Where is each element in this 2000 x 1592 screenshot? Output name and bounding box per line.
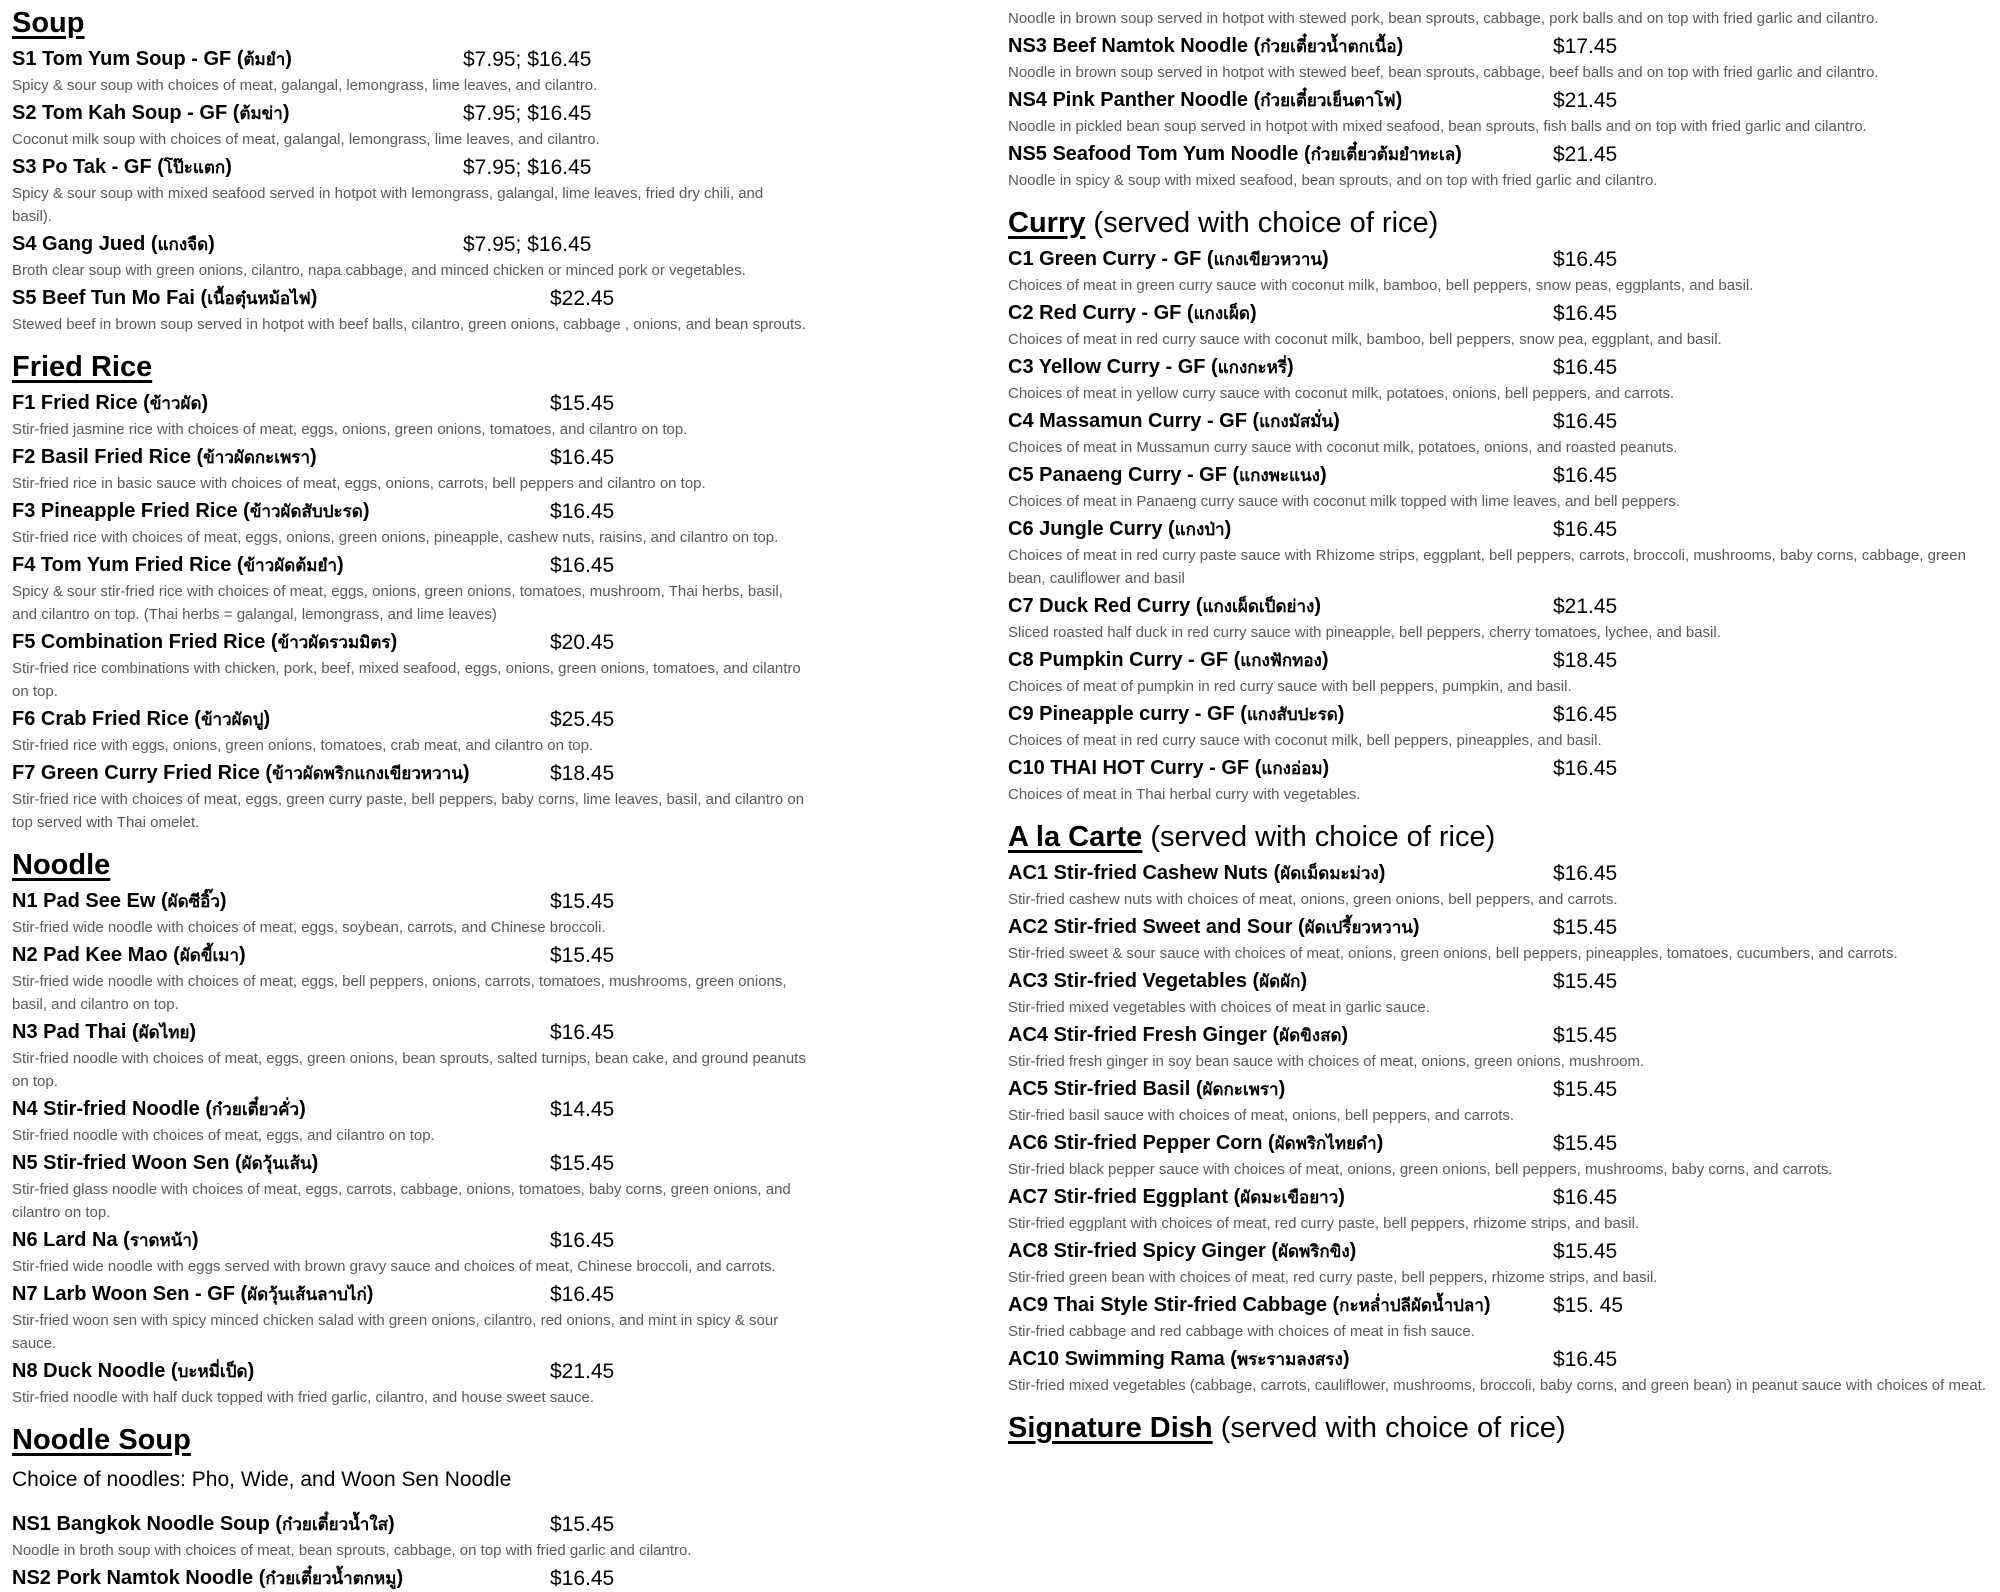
- menu-item-name: AC8 Stir-fried Spicy Ginger (ผัดพริกขิง): [1008, 1240, 1357, 1262]
- menu-item-thai-name: ผัดขี้เมา: [179, 946, 240, 965]
- menu-item-thai-name: ผัดผัก: [1259, 972, 1301, 991]
- menu-item-name: S3 Po Tak - GF (โป๊ะแตก): [12, 156, 232, 178]
- menu-item-price: $18.45: [550, 762, 615, 785]
- menu-item-price: $15.45: [1553, 1024, 1618, 1047]
- menu-item-description: Choices of meat in Thai herbal curry with vegetables.: [1008, 786, 1361, 803]
- menu-item-thai-name: ก๋วยเตี๋ยวเย็นตาโฟ: [1260, 91, 1396, 110]
- menu-item-N4: [12, 1096, 807, 1123]
- menu-item-name: AC1 Stir-fried Cashew Nuts (ผัดเม็ดมะม่วง): [1008, 862, 1386, 884]
- menu-item-price: $15.45: [1553, 916, 1618, 939]
- menu-item-thai-name: ก๋วยเตี๋ยวน้ำใส: [282, 1515, 389, 1534]
- menu-item-thai-name: ก๋วยเตี๋ยวน้ำตกเนื้อ: [1260, 37, 1397, 56]
- menu-item-price: $16.45: [1553, 862, 1618, 885]
- menu-item-thai-name: ผัดมะเขือยาว: [1240, 1188, 1339, 1207]
- menu-item-price: $16.45: [550, 500, 615, 523]
- menu-item-C5: [1008, 462, 1998, 489]
- menu-item-description: Stewed beef in brown soup served in hotpot with beef balls, cilantro, green onions, cabbage , onions, and bean sprouts.: [12, 316, 806, 333]
- menu-item-description: Noodle in pickled bean soup served in hotpot with mixed seafood, bean sprouts, fish balls and on top with fried garlic and cilantro.: [1008, 118, 1867, 135]
- menu-item-AC2: [1008, 914, 1998, 941]
- menu-column-left: [12, 6, 807, 1590]
- menu-item-description: Spicy & sour soup with choices of meat, galangal, lemongrass, lime leaves, and cilantro.: [12, 77, 598, 94]
- menu-item-description: Stir-fried jasmine rice with choices of meat, eggs, onions, green onions, tomatoes, and cilantro on top.: [12, 421, 688, 438]
- menu-item-thai-name: ผัดไทย: [138, 1023, 190, 1042]
- menu-item-price: $16.45: [1553, 464, 1618, 487]
- menu-item-description: Choices of meat in Mussamun curry sauce with coconut milk, potatoes, onions, and roasted peanuts.: [1008, 439, 1678, 456]
- menu-item-price: $22.45: [550, 287, 615, 310]
- menu-item-thai-name: บะหมี่เป็ด: [177, 1362, 248, 1381]
- menu-item-description: Stir-fried wide noodle with choices of meat, eggs, bell peppers, onions, carrots, tomatoes, mushrooms, green onions, basil, and cilantro on top.: [12, 973, 787, 1013]
- menu-item-price: $25.45: [550, 708, 615, 731]
- menu-item-name: N7 Larb Woon Sen - GF (ผัดวุ้นเส้นลาบไก่): [12, 1283, 374, 1305]
- menu-item-name: AC6 Stir-fried Pepper Corn (ผัดพริกไทยดำ): [1008, 1132, 1384, 1154]
- menu-item-name: C6 Jungle Curry (แกงป่า): [1008, 518, 1232, 540]
- menu-item-thai-name: ข้าวผัดต้มยำ: [243, 556, 338, 575]
- menu-item-description: Choices of meat in yellow curry sauce with coconut milk, potatoes, onions, bell peppers, and carrots.: [1008, 385, 1675, 402]
- menu-item-name: AC10 Swimming Rama (พระรามลงสรง): [1008, 1348, 1350, 1370]
- menu-item-name: NS5 Seafood Tom Yum Noodle (ก๋วยเตี๋ยวต้มยำทะเล): [1008, 143, 1462, 165]
- menu-item-F1: [12, 390, 807, 417]
- menu-item-name: F4 Tom Yum Fried Rice (ข้าวผัดต้มยำ): [12, 554, 344, 576]
- menu-item-thai-name: แกงอ่อม: [1261, 759, 1323, 778]
- menu-item-price: $21.45: [1553, 595, 1618, 618]
- menu-item-AC10: [1008, 1346, 1998, 1373]
- menu-item-name: F3 Pineapple Fried Rice (ข้าวผัดสับปะรด): [12, 500, 370, 522]
- menu-item-price: $16.45: [1553, 410, 1618, 433]
- menu-item-name: N8 Duck Noodle (บะหมี่เป็ด): [12, 1360, 255, 1382]
- menu-item-name: AC7 Stir-fried Eggplant (ผัดมะเขือยาว): [1008, 1186, 1345, 1208]
- menu-item-thai-name: ข้าวผัดรวมมิตร: [277, 633, 391, 652]
- menu-item-price: $16.45: [1553, 703, 1618, 726]
- menu-item-name: S5 Beef Tun Mo Fai (เนื้อตุ๋นหม้อไฟ): [12, 287, 318, 309]
- menu-item-price: $16.45: [1553, 248, 1618, 271]
- menu-item-thai-name: ก๋วยเตี๋ยวน้ำตกหมู: [265, 1569, 397, 1588]
- menu-item-C3: [1008, 354, 1998, 381]
- menu-item-thai-name: ผัดวุ้นเส้น: [241, 1154, 312, 1173]
- menu-item-S2: [12, 100, 807, 127]
- menu-item-C2: [1008, 300, 1998, 327]
- menu-item-NS2: [12, 1565, 807, 1592]
- menu-item-thai-name: ผัดซีอิ๊ว: [167, 892, 220, 911]
- menu-item-name: NS4 Pink Panther Noodle (ก๋วยเตี๋ยวเย็นตาโฟ): [1008, 89, 1403, 111]
- menu-item-name: F7 Green Curry Fried Rice (ข้าวผัดพริกแกงเขียวหวาน): [12, 762, 470, 784]
- menu-item-price: $16.45: [550, 554, 615, 577]
- menu-item-name: AC4 Stir-fried Fresh Ginger (ผัดขิงสด): [1008, 1024, 1349, 1046]
- menu-item-C4: [1008, 408, 1998, 435]
- menu-item-thai-name: ก๋วยเตี๋ยวต้มยำทะเล: [1310, 145, 1456, 164]
- menu-item-C9: [1008, 701, 1998, 728]
- menu-item-thai-name: ผัดเปรี้ยวหวาน: [1304, 918, 1413, 937]
- menu-item-description: Stir-fried rice with eggs, onions, green onions, tomatoes, crab meat, and cilantro on top.: [12, 737, 594, 754]
- menu-item-price: $15.45: [550, 890, 615, 913]
- menu-item-price: $15.45: [550, 1152, 615, 1175]
- section-suffix: (served with choice of rice): [1142, 821, 1496, 853]
- menu-item-price: $16.45: [550, 446, 615, 469]
- menu-item-name: S2 Tom Kah Soup - GF (ต้มข่า): [12, 102, 290, 124]
- menu-item-name: N4 Stir-fried Noodle (ก๋วยเตี๋ยวคั่ว): [12, 1098, 306, 1120]
- menu-item-name: C9 Pineapple curry - GF (แกงสับปะรด): [1008, 703, 1345, 725]
- menu-item-description: Stir-fried basil sauce with choices of meat, onions, bell peppers, and carrots.: [1008, 1107, 1515, 1124]
- menu-item-description: Coconut milk soup with choices of meat, galangal, lemongrass, lime leaves, and cilantro.: [12, 131, 600, 148]
- menu-item-thai-name: แกงพะแนง: [1239, 466, 1320, 485]
- menu-item-thai-name: แกงสับปะรด: [1246, 705, 1338, 724]
- menu-item-name: AC5 Stir-fried Basil (ผัดกะเพรา): [1008, 1078, 1286, 1100]
- menu-item-NS4: [1008, 87, 1998, 114]
- menu-item-thai-name: แกงเผ็ดเป็ดย่าง: [1202, 597, 1315, 616]
- menu-item-thai-name: เนื้อตุ๋นหม้อไฟ: [207, 289, 311, 308]
- menu-item-C6: [1008, 516, 1998, 543]
- menu-item-name: F1 Fried Rice (ข้าวผัด): [12, 392, 209, 414]
- menu-item-name: C3 Yellow Curry - GF (แกงกะหรี่): [1008, 356, 1294, 378]
- menu-item-description: Choices of meat in red curry sauce with coconut milk, bell peppers, pineapples, and basil.: [1008, 732, 1602, 749]
- menu-item-price: $16.45: [550, 1567, 615, 1590]
- menu-item-thai-name: พระรามลงสรง: [1236, 1350, 1343, 1369]
- menu-item-description: Stir-fried rice with choices of meat, eggs, onions, green onions, pineapple, cashew nuts, raisins, and cilantro on top.: [12, 529, 779, 546]
- menu-item-name: AC3 Stir-fried Vegetables (ผัดผัก): [1008, 970, 1308, 992]
- menu-item-price: $16.45: [1553, 1348, 1618, 1371]
- menu-item-description: Noodle in brown soup served in hotpot with stewed beef, bean sprouts, cabbage, beef balls and on top with fried garlic and cilantro.: [1008, 64, 1879, 81]
- menu-item-thai-name: แกงป่า: [1174, 520, 1225, 539]
- menu-item-description: Stir-fried noodle with half duck topped with fried garlic, cilantro, and house sweet sauce.: [12, 1389, 594, 1406]
- menu-item-description: Stir-fried mixed vegetables with choices of meat in garlic sauce.: [1008, 999, 1430, 1016]
- menu-item-price: $15.45: [550, 1513, 615, 1536]
- menu-item-AC4: [1008, 1022, 1998, 1049]
- menu-item-name: N2 Pad Kee Mao (ผัดขี้เมา): [12, 944, 246, 966]
- menu-item-description: Stir-fried wide noodle with eggs served with brown gravy sauce and choices of meat, Chinese broccoli, and carrots.: [12, 1258, 776, 1275]
- menu-item-name: F6 Crab Fried Rice (ข้าวผัดปู): [12, 708, 271, 730]
- menu-item-price: $18.45: [1553, 649, 1618, 672]
- menu-item-thai-name: ผัดขิงสด: [1279, 1026, 1342, 1045]
- section-header-curry: [1008, 206, 1998, 240]
- menu-item-name: NS3 Beef Namtok Noodle (ก๋วยเตี๋ยวน้ำตกเนื้อ): [1008, 35, 1404, 57]
- section-title: A la Carte: [1008, 821, 1143, 853]
- menu-item-N1: [12, 888, 807, 915]
- menu-item-description: Stir-fried rice combinations with chicken, pork, beef, mixed seafood, eggs, onions, green onions, tomatoes, and cilantro on top.: [12, 660, 801, 700]
- menu-item-description: Stir-fried wide noodle with choices of meat, eggs, soybean, carrots, and Chinese broccoli.: [12, 919, 606, 936]
- menu-item-description: Stir-fried cabbage and red cabbage with choices of meat in fish sauce.: [1008, 1323, 1475, 1340]
- menu-item-name: S1 Tom Yum Soup - GF (ต้มยำ): [12, 48, 292, 70]
- menu-item-name: C8 Pumpkin Curry - GF (แกงฟักทอง): [1008, 649, 1329, 671]
- menu-item-name: AC9 Thai Style Stir-fried Cabbage (กะหล่ำปลีผัดน้ำปลา): [1008, 1294, 1491, 1316]
- menu-item-thai-name: ต้มข่า: [239, 104, 283, 123]
- section-header-soup: [12, 6, 807, 40]
- menu-item-name: F2 Basil Fried Rice (ข้าวผัดกะเพรา): [12, 446, 317, 468]
- menu-item-description: Stir-fried rice in basic sauce with choices of meat, eggs, onions, carrots, bell peppers and cilantro on top.: [12, 475, 706, 492]
- menu-item-thai-name: แกงกะหรี่: [1217, 358, 1287, 377]
- menu-item-thai-name: ผัดวุ้นเส้นลาบไก่: [247, 1285, 367, 1304]
- menu-item-thai-name: ต้มยำ: [243, 50, 286, 69]
- menu-item-S4: [12, 231, 807, 258]
- menu-item-name: N1 Pad See Ew (ผัดซีอิ๊ว): [12, 890, 227, 912]
- menu-item-AC7: [1008, 1184, 1998, 1211]
- menu-item-description: Stir-fried rice with choices of meat, eggs, green curry paste, bell peppers, baby corns, lime leaves, basil, and cilantro on top served with Thai omelet.: [12, 791, 805, 831]
- menu-item-name: N3 Pad Thai (ผัดไทย): [12, 1021, 197, 1043]
- menu-item-description: Stir-fried glass noodle with choices of meat, eggs, carrots, cabbage, onions, tomatoes, baby corns, green onions, and cilantro on top.: [12, 1181, 791, 1221]
- menu-item-C10: [1008, 755, 1998, 782]
- section-suffix: (served with choice of rice): [1212, 1412, 1566, 1444]
- menu-item-name: S4 Gang Jued (แกงจืด): [12, 233, 215, 255]
- section-title: Curry: [1008, 207, 1086, 239]
- menu-item-price: $21.45: [550, 1360, 615, 1383]
- menu-item-price: $14.45: [550, 1098, 615, 1121]
- menu-item-NS5: [1008, 141, 1998, 168]
- menu-item-price: $16.45: [550, 1283, 615, 1306]
- menu-item-thai-name: ก๋วยเตี๋ยวคั่ว: [212, 1100, 300, 1119]
- menu-item-thai-name: ข้าวผัดสับปะรด: [249, 502, 363, 521]
- menu-item-N2: [12, 942, 807, 969]
- menu-item-NS3: [1008, 33, 1998, 60]
- menu-item-AC8: [1008, 1238, 1998, 1265]
- menu-item-thai-name: แกงเผ็ด: [1193, 304, 1250, 323]
- menu-item-name: C2 Red Curry - GF (แกงเผ็ด): [1008, 302, 1257, 324]
- menu-item-AC5: [1008, 1076, 1998, 1103]
- menu-item-price: $15.45: [550, 392, 615, 415]
- menu-item-description: Spicy & sour stir-fried rice with choices of meat, eggs, onions, green onions, tomatoes, mushroom, Thai herbs, basil, and cilantro on top. (Thai herbs = galangal, lemongrass, and lime leaves): [12, 583, 783, 623]
- menu-item-thai-name: ข้าวผัดกะเพรา: [203, 448, 311, 467]
- section-title: Noodle Soup: [12, 1424, 191, 1456]
- menu-item-S3: [12, 154, 807, 181]
- menu-item-C1: [1008, 246, 1998, 273]
- menu-item-description: Stir-fried eggplant with choices of meat, red curry paste, bell peppers, rhizome strips, and basil.: [1008, 1215, 1640, 1232]
- section-suffix: (served with choice of rice): [1085, 207, 1439, 239]
- menu-item-description: Spicy & sour soup with mixed seafood served in hotpot with lemongrass, galangal, lime leaves, fried dry chili, and basil).: [12, 185, 764, 225]
- menu-item-S1: [12, 46, 807, 73]
- menu-item-N3: [12, 1019, 807, 1046]
- menu-item-description: Stir-fried mixed vegetables (cabbage, carrots, cauliflower, mushrooms, broccoli, baby corns, and green bean) in peanut sauce with choices of meat.: [1008, 1377, 1986, 1394]
- menu-item-description: Choices of meat in red curry sauce with coconut milk, bamboo, bell peppers, snow pea, eggplant, and basil.: [1008, 331, 1722, 348]
- menu-item-AC9: [1008, 1292, 1998, 1319]
- menu-item-description: Choices of meat in Panaeng curry sauce with coconut milk topped with lime leaves, and bell peppers.: [1008, 493, 1681, 510]
- menu-item-name: N5 Stir-fried Woon Sen (ผัดวุ้นเส้น): [12, 1152, 319, 1174]
- menu-item-description: Stir-fried fresh ginger in soy bean sauce with choices of meat, onions, green onions, mushroom.: [1008, 1053, 1645, 1070]
- menu-item-price: $15.45: [550, 944, 615, 967]
- menu-item-description: Stir-fried woon sen with spicy minced chicken salad with green onions, cilantro, red onions, and mint in spicy & sour sauce.: [12, 1312, 779, 1352]
- menu-item-price: $15. 45: [1553, 1294, 1624, 1317]
- menu-item-AC6: [1008, 1130, 1998, 1157]
- menu-item-description-overflow: Noodle in brown soup served in hotpot with stewed pork, bean sprouts, cabbage, pork balls and on top with fried garlic and cilantro.: [1008, 10, 1879, 27]
- menu-item-name: F5 Combination Fried Rice (ข้าวผัดรวมมิตร): [12, 631, 398, 653]
- section-title: Noodle: [12, 849, 111, 881]
- menu-item-description: Choices of meat of pumpkin in red curry sauce with bell peppers, pumpkin, and basil.: [1008, 678, 1572, 695]
- menu-item-name: C4 Massamun Curry - GF (แกงมัสมั่น): [1008, 410, 1340, 432]
- menu-item-price: $15.45: [1553, 970, 1618, 993]
- menu-item-AC1: [1008, 860, 1998, 887]
- menu-item-description: Stir-fried black pepper sauce with choices of meat, onions, green onions, bell peppers, mushrooms, baby corns, and carrots.: [1008, 1161, 1833, 1178]
- menu-item-description: Broth clear soup with green onions, cilantro, napa cabbage, and minced chicken or minced pork or vegetables.: [12, 262, 746, 279]
- menu-column-right: [1008, 6, 1998, 1527]
- menu-item-N5: [12, 1150, 807, 1177]
- menu-item-thai-name: แกงฟักทอง: [1240, 651, 1322, 670]
- section-header-noodle: [12, 848, 807, 882]
- section-header-fried-rice: [12, 350, 807, 384]
- menu-item-price: $7.95; $16.45: [463, 48, 592, 71]
- menu-item-thai-name: ผัดเม็ดมะม่วง: [1280, 864, 1379, 883]
- menu-item-price: $16.45: [1553, 356, 1618, 379]
- menu-item-thai-name: แกงเขียวหวาน: [1213, 250, 1323, 269]
- menu-item-description: Noodle in spicy & soup with mixed seafood, bean sprouts, and on top with fried garlic and cilantro.: [1008, 172, 1658, 189]
- menu-item-price: $15.45: [1553, 1240, 1618, 1263]
- menu-item-description: Stir-fried green bean with choices of meat, red curry paste, bell peppers, rhizome strips, and basil.: [1008, 1269, 1658, 1286]
- menu-item-F5: [12, 629, 807, 656]
- menu-item-NS1: [12, 1511, 807, 1538]
- menu-item-name: C5 Panaeng Curry - GF (แกงพะแนง): [1008, 464, 1327, 486]
- menu-item-thai-name: แกงมัสมั่น: [1259, 412, 1334, 431]
- menu-item-thai-name: ผัดพริกไทยดำ: [1274, 1134, 1377, 1153]
- menu-item-name: C1 Green Curry - GF (แกงเขียวหวาน): [1008, 248, 1329, 270]
- menu-item-F7: [12, 760, 807, 787]
- menu-item-description: Stir-fried noodle with choices of meat, eggs, and cilantro on top.: [12, 1127, 435, 1144]
- menu-item-name: NS2 Pork Namtok Noodle (ก๋วยเตี๋ยวน้ำตกหมู): [12, 1567, 404, 1589]
- menu-item-thai-name: โป๊ะแตก: [163, 158, 226, 177]
- menu-item-price: $7.95; $16.45: [463, 102, 592, 125]
- noodle-choice-note: Choice of noodles: Pho, Wide, and Woon Sen Noodle: [12, 1468, 512, 1491]
- menu-item-thai-name: กะหล่ำปลีผัดน้ำปลา: [1339, 1296, 1484, 1315]
- menu-item-price: $15.45: [1553, 1078, 1618, 1101]
- menu-item-name: AC2 Stir-fried Sweet and Sour (ผัดเปรี้ยวหวาน): [1008, 916, 1420, 938]
- menu-item-name: NS1 Bangkok Noodle Soup (ก๋วยเตี๋ยวน้ำใส): [12, 1513, 395, 1535]
- menu-item-price: $16.45: [1553, 1186, 1618, 1209]
- menu-item-price: $16.45: [1553, 518, 1618, 541]
- menu-item-name: C10 THAI HOT Curry - GF (แกงอ่อม): [1008, 757, 1330, 779]
- menu-item-price: $17.45: [1553, 35, 1618, 58]
- menu-item-thai-name: ข้าวผัด: [149, 394, 202, 413]
- menu-item-description: Stir-fried sweet & sour sauce with choices of meat, onions, green onions, bell peppers, pineapples, tomatoes, cucumbers, and carrots.: [1008, 945, 1898, 962]
- menu-item-C8: [1008, 647, 1998, 674]
- menu-item-thai-name: ข้าวผัดปู: [200, 710, 264, 729]
- menu-item-thai-name: ผัดกะเพรา: [1202, 1080, 1279, 1099]
- menu-item-AC3: [1008, 968, 1998, 995]
- menu-item-thai-name: ราดหน้า: [129, 1231, 192, 1250]
- menu-item-price: $16.45: [550, 1229, 615, 1252]
- section-header-signature-dish: [1008, 1411, 1998, 1445]
- menu-item-N6: [12, 1227, 807, 1254]
- menu-item-price: $21.45: [1553, 89, 1618, 112]
- section-title: Fried Rice: [12, 351, 153, 383]
- menu-item-price: $15.45: [1553, 1132, 1618, 1155]
- section-title: Soup: [12, 7, 85, 39]
- menu-item-F3: [12, 498, 807, 525]
- menu-item-N8: [12, 1358, 807, 1385]
- section-title: Signature Dish: [1008, 1412, 1213, 1444]
- menu-item-price: $16.45: [1553, 302, 1618, 325]
- menu-item-price: $16.45: [550, 1021, 615, 1044]
- menu-item-description: Stir-fried noodle with choices of meat, eggs, green onions, bean sprouts, salted turnips, bean cake, and ground peanuts on top.: [12, 1050, 806, 1090]
- menu-item-description: Choices of meat in green curry sauce with coconut milk, bamboo, bell peppers, snow peas, eggplants, and basil.: [1008, 277, 1754, 294]
- menu-item-thai-name: ผัดพริกขิง: [1278, 1242, 1350, 1261]
- menu-item-price: $16.45: [1553, 757, 1618, 780]
- section-header-noodle-soup: [12, 1423, 807, 1457]
- menu-item-thai-name: แกงจืด: [157, 235, 209, 254]
- menu-item-C7: [1008, 593, 1998, 620]
- menu-item-S5: [12, 285, 807, 312]
- menu-item-description: Sliced roasted half duck in red curry sauce with pineapple, bell peppers, cherry tomatoes, lychee, and basil.: [1008, 624, 1721, 641]
- menu-item-F4: [12, 552, 807, 579]
- menu-item-description: Choices of meat in red curry paste sauce with Rhizome strips, eggplant, bell peppers, carrots, broccoli, mushrooms, baby corns, cabbage, green bean, cauliflower and basil: [1008, 547, 1966, 587]
- menu-item-description: Stir-fried cashew nuts with choices of meat, onions, green onions, bell peppers, and carrots.: [1008, 891, 1618, 908]
- menu-item-N7: [12, 1281, 807, 1308]
- section-header-a-la-carte: [1008, 820, 1998, 854]
- menu-item-price: $20.45: [550, 631, 615, 654]
- menu-item-description: Noodle in broth soup with choices of meat, bean sprouts, cabbage, on top with fried garlic and cilantro.: [12, 1542, 692, 1559]
- menu-item-price: $7.95; $16.45: [463, 233, 592, 256]
- menu-item-price: $7.95; $16.45: [463, 156, 592, 179]
- menu-item-name: C7 Duck Red Curry (แกงเผ็ดเป็ดย่าง): [1008, 595, 1321, 617]
- menu-item-F6: [12, 706, 807, 733]
- menu-item-F2: [12, 444, 807, 471]
- menu-item-name: N6 Lard Na (ราดหน้า): [12, 1229, 199, 1251]
- menu-item-price: $21.45: [1553, 143, 1618, 166]
- menu-item-thai-name: ข้าวผัดพริกแกงเขียวหวาน: [272, 764, 463, 783]
